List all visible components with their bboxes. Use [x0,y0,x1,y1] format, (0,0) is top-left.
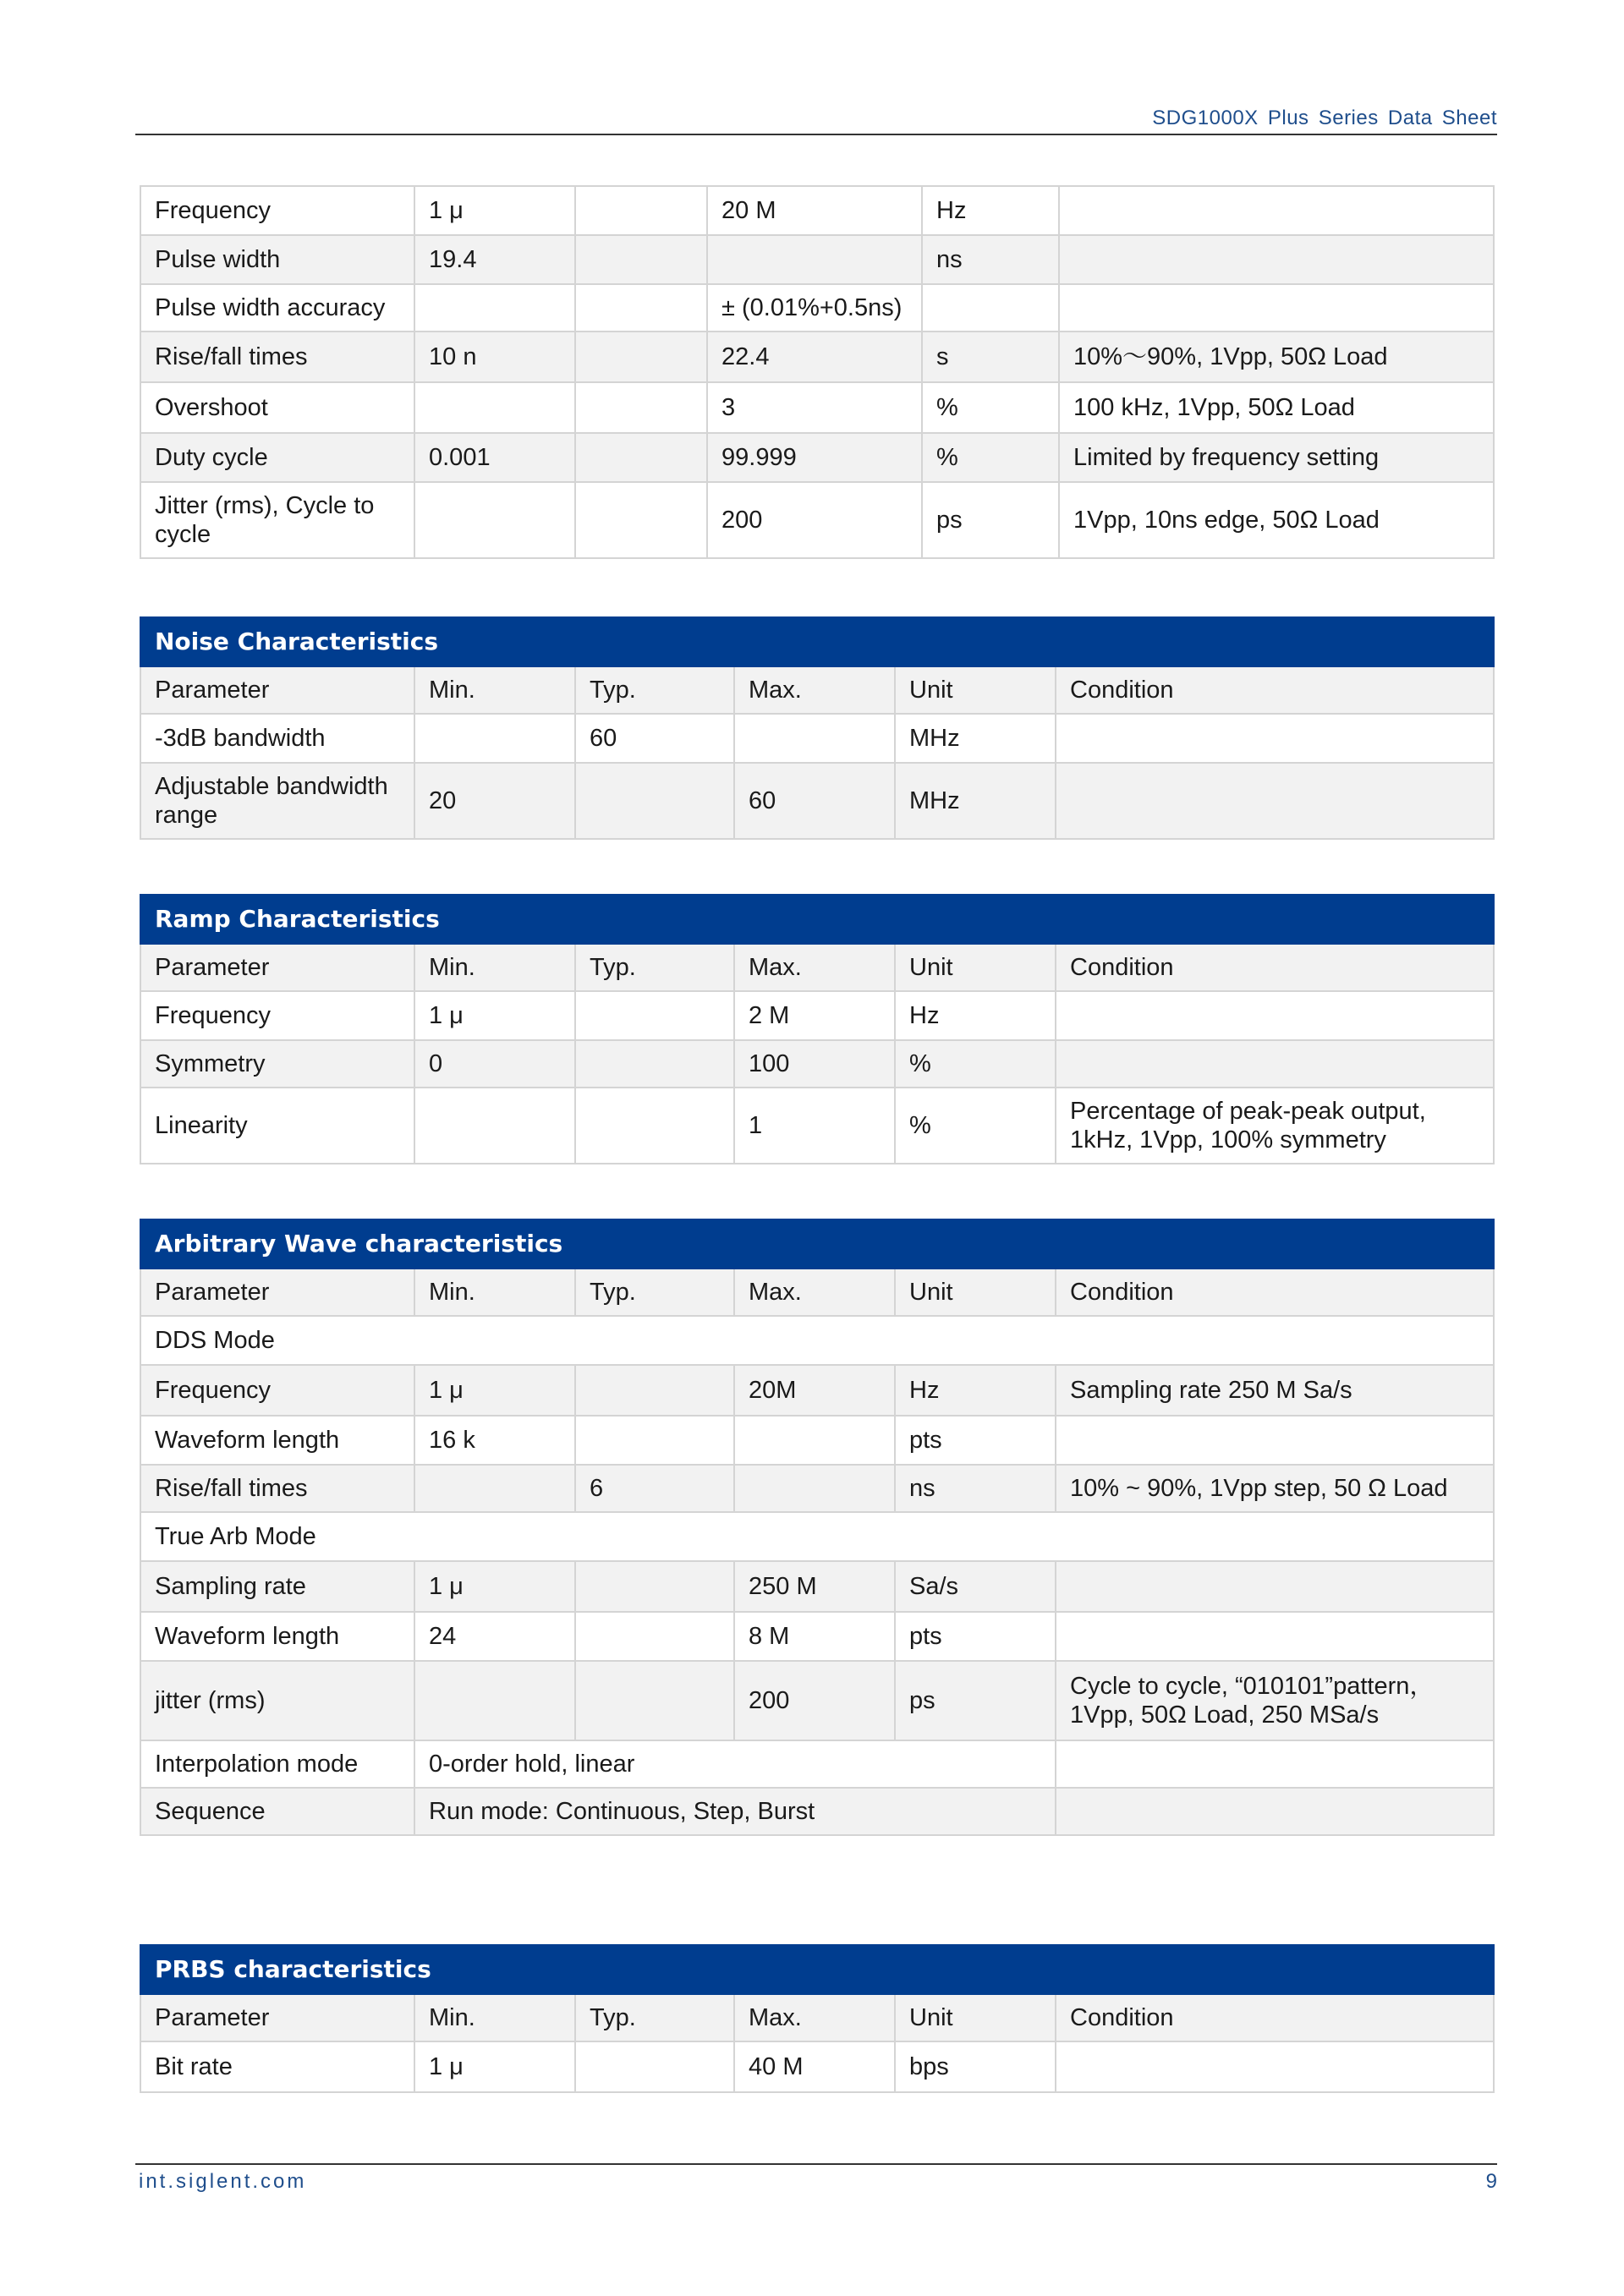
table-row [140,1740,1494,1788]
column-headers [140,1269,1494,1316]
condition-cell [1056,714,1494,763]
section-header [140,617,1494,666]
param-cell: Symmetry [140,1040,414,1088]
min-cell: 20 [414,763,575,839]
section-title: Ramp Characteristics [140,895,1494,944]
min-cell [414,382,575,433]
col-header-typ: Typ. [575,1994,734,2041]
max-cell [734,1416,895,1465]
min-cell: 1 μ [414,991,575,1040]
condition-cell [1056,1612,1494,1661]
typ-cell [575,1416,734,1465]
col-header-condition: Condition [1056,1269,1494,1316]
typ-cell [575,1612,734,1661]
param-cell: -3dB bandwidth [140,714,414,763]
typ-cell [575,235,707,284]
max-cell: 20 M [707,186,922,235]
typ-cell [575,382,707,433]
col-header-parameter: Parameter [140,1994,414,2041]
condition-cell: Cycle to cycle, “010101”pattern，1Vpp, 50Ω Load, 250 MSa/s [1056,1661,1494,1740]
section-title: Noise Characteristics [140,617,1494,666]
min-cell: 1 μ [414,186,575,235]
min-cell [414,1088,575,1164]
col-header-min: Min. [414,1994,575,2041]
min-cell: 1 μ [414,1365,575,1416]
condition-cell [1056,1561,1494,1612]
param-cell: Frequency [140,1365,414,1416]
param-cell: Pulse width [140,235,414,284]
max-cell: 100 [734,1040,895,1088]
condition-cell: Sampling rate 250 M Sa/s [1056,1365,1494,1416]
table-row [140,332,1494,382]
min-cell: 10 n [414,332,575,382]
header-title: SDG1000X Plus Series Data Sheet [1152,107,1497,129]
unit-cell: s [922,332,1059,382]
max-cell: 200 [707,482,922,558]
param-cell: Duty cycle [140,433,414,482]
max-cell: ± (0.01%+0.5ns) [707,284,922,332]
param-cell: Interpolation mode [140,1740,414,1788]
condition-cell [1059,186,1494,235]
max-cell: 1 [734,1088,895,1164]
param-cell: jitter (rms) [140,1661,414,1740]
col-header-typ: Typ. [575,1269,734,1316]
unit-cell: % [922,382,1059,433]
min-cell: 1 μ [414,1561,575,1612]
condition-cell: 1Vpp, 10ns edge, 50Ω Load [1059,482,1494,558]
min-cell: 19.4 [414,235,575,284]
param-cell: Frequency [140,991,414,1040]
column-headers [140,944,1494,991]
unit-cell: bps [895,2041,1056,2092]
table-row [140,1040,1494,1088]
mode-row [140,1512,1494,1561]
arbitrary-wave-table [140,1219,1495,1836]
min-cell [414,1465,575,1512]
col-header-condition: Condition [1056,666,1494,714]
typ-cell [575,1088,734,1164]
footer-rule [135,2163,1497,2165]
typ-cell [575,433,707,482]
col-header-max: Max. [734,666,895,714]
unit-cell: MHz [895,763,1056,839]
table-row [140,2041,1494,2092]
col-header-parameter: Parameter [140,1269,414,1316]
table-row [140,284,1494,332]
unit-cell [922,284,1059,332]
unit-cell: ps [922,482,1059,558]
min-cell [414,284,575,332]
true-arb-mode-label: True Arb Mode [140,1512,1494,1561]
max-cell [734,1465,895,1512]
noise-table [140,616,1495,840]
typ-cell [575,186,707,235]
table-row [140,482,1494,558]
column-headers [140,1994,1494,2041]
col-header-max: Max. [734,1269,895,1316]
table-row [140,1788,1494,1835]
condition-cell [1056,991,1494,1040]
param-cell: Waveform length [140,1612,414,1661]
min-cell: 24 [414,1612,575,1661]
section-header [140,1945,1494,1994]
max-cell: 8 M [734,1612,895,1661]
max-cell: 250 M [734,1561,895,1612]
param-cell: Linearity [140,1088,414,1164]
param-cell: Overshoot [140,382,414,433]
param-cell: Waveform length [140,1416,414,1465]
dds-mode-label: DDS Mode [140,1316,1494,1365]
table-row [140,186,1494,235]
param-cell: Frequency [140,186,414,235]
max-cell: 20M [734,1365,895,1416]
min-cell [414,714,575,763]
condition-cell [1056,763,1494,839]
pulse-table [140,185,1495,559]
max-cell: 22.4 [707,332,922,382]
condition-cell [1059,284,1494,332]
max-cell: 2 M [734,991,895,1040]
unit-cell: Hz [895,1365,1056,1416]
typ-cell [575,284,707,332]
condition-cell [1056,1788,1494,1835]
unit-cell: ns [895,1465,1056,1512]
value-cell: Run mode: Continuous, Step, Burst [414,1788,1056,1835]
page-number: 9 [1485,2170,1497,2193]
typ-cell: 6 [575,1465,734,1512]
condition-cell: 10% ~ 90%, 1Vpp step, 50 Ω Load [1056,1465,1494,1512]
typ-cell: 60 [575,714,734,763]
value-cell: 0-order hold, linear [414,1740,1056,1788]
unit-cell: % [895,1040,1056,1088]
prbs-table [140,1944,1495,2093]
footer-website-link[interactable]: int.siglent.com [139,2170,307,2193]
col-header-unit: Unit [895,1994,1056,2041]
param-cell: Sequence [140,1788,414,1835]
table-row [140,1561,1494,1612]
ramp-table [140,894,1495,1164]
max-cell: 99.999 [707,433,922,482]
col-header-condition: Condition [1056,944,1494,991]
unit-cell: pts [895,1612,1056,1661]
table-row [140,1612,1494,1661]
condition-cell: 10%～90%, 1Vpp, 50Ω Load [1059,332,1494,382]
col-header-unit: Unit [895,944,1056,991]
param-cell: Rise/fall times [140,332,414,382]
unit-cell: ns [922,235,1059,284]
section-header [140,1219,1494,1269]
unit-cell: Sa/s [895,1561,1056,1612]
max-cell: 3 [707,382,922,433]
condition-cell: Limited by frequency setting [1059,433,1494,482]
unit-cell: ps [895,1661,1056,1740]
unit-cell: Hz [895,991,1056,1040]
min-cell: 0.001 [414,433,575,482]
section-header [140,895,1494,944]
typ-cell [575,332,707,382]
param-cell: Jitter (rms), Cycle to cycle [140,482,414,558]
typ-cell [575,1561,734,1612]
table-row [140,763,1494,839]
col-header-min: Min. [414,1269,575,1316]
typ-cell [575,991,734,1040]
param-cell: Rise/fall times [140,1465,414,1512]
table-row [140,1416,1494,1465]
condition-cell [1059,235,1494,284]
typ-cell [575,482,707,558]
col-header-typ: Typ. [575,666,734,714]
param-cell: Pulse width accuracy [140,284,414,332]
condition-cell: 100 kHz, 1Vpp, 50Ω Load [1059,382,1494,433]
typ-cell [575,1661,734,1740]
condition-cell: Percentage of peak-peak output, 1kHz, 1Vpp, 100% symmetry [1056,1088,1494,1164]
table-row [140,1465,1494,1512]
min-cell: 1 μ [414,2041,575,2092]
condition-cell [1056,2041,1494,2092]
col-header-typ: Typ. [575,944,734,991]
max-cell: 200 [734,1661,895,1740]
typ-cell [575,763,734,839]
table-row [140,1365,1494,1416]
condition-cell [1056,1740,1494,1788]
min-cell [414,482,575,558]
section-title: PRBS characteristics [140,1945,1494,1994]
unit-cell: % [922,433,1059,482]
condition-cell [1056,1416,1494,1465]
col-header-parameter: Parameter [140,944,414,991]
column-headers [140,666,1494,714]
col-header-max: Max. [734,1994,895,2041]
col-header-max: Max. [734,944,895,991]
typ-cell [575,2041,734,2092]
param-cell: Bit rate [140,2041,414,2092]
col-header-min: Min. [414,666,575,714]
col-header-unit: Unit [895,1269,1056,1316]
max-cell: 40 M [734,2041,895,2092]
table-row [140,714,1494,763]
max-cell [707,235,922,284]
col-header-unit: Unit [895,666,1056,714]
condition-cell [1056,1040,1494,1088]
col-header-min: Min. [414,944,575,991]
max-cell [734,714,895,763]
header-rule [135,134,1497,135]
min-cell: 0 [414,1040,575,1088]
min-cell [414,1661,575,1740]
param-cell: Sampling rate [140,1561,414,1612]
col-header-parameter: Parameter [140,666,414,714]
unit-cell: % [895,1088,1056,1164]
min-cell: 16 k [414,1416,575,1465]
table-row [140,382,1494,433]
table-row [140,235,1494,284]
table-row [140,1088,1494,1164]
table-row [140,433,1494,482]
table-row [140,1661,1494,1740]
unit-cell: MHz [895,714,1056,763]
typ-cell [575,1040,734,1088]
param-cell: Adjustable bandwidth range [140,763,414,839]
max-cell: 60 [734,763,895,839]
typ-cell [575,1365,734,1416]
col-header-condition: Condition [1056,1994,1494,2041]
table-row [140,991,1494,1040]
unit-cell: Hz [922,186,1059,235]
mode-row [140,1316,1494,1365]
section-title: Arbitrary Wave characteristics [140,1219,1494,1269]
unit-cell: pts [895,1416,1056,1465]
